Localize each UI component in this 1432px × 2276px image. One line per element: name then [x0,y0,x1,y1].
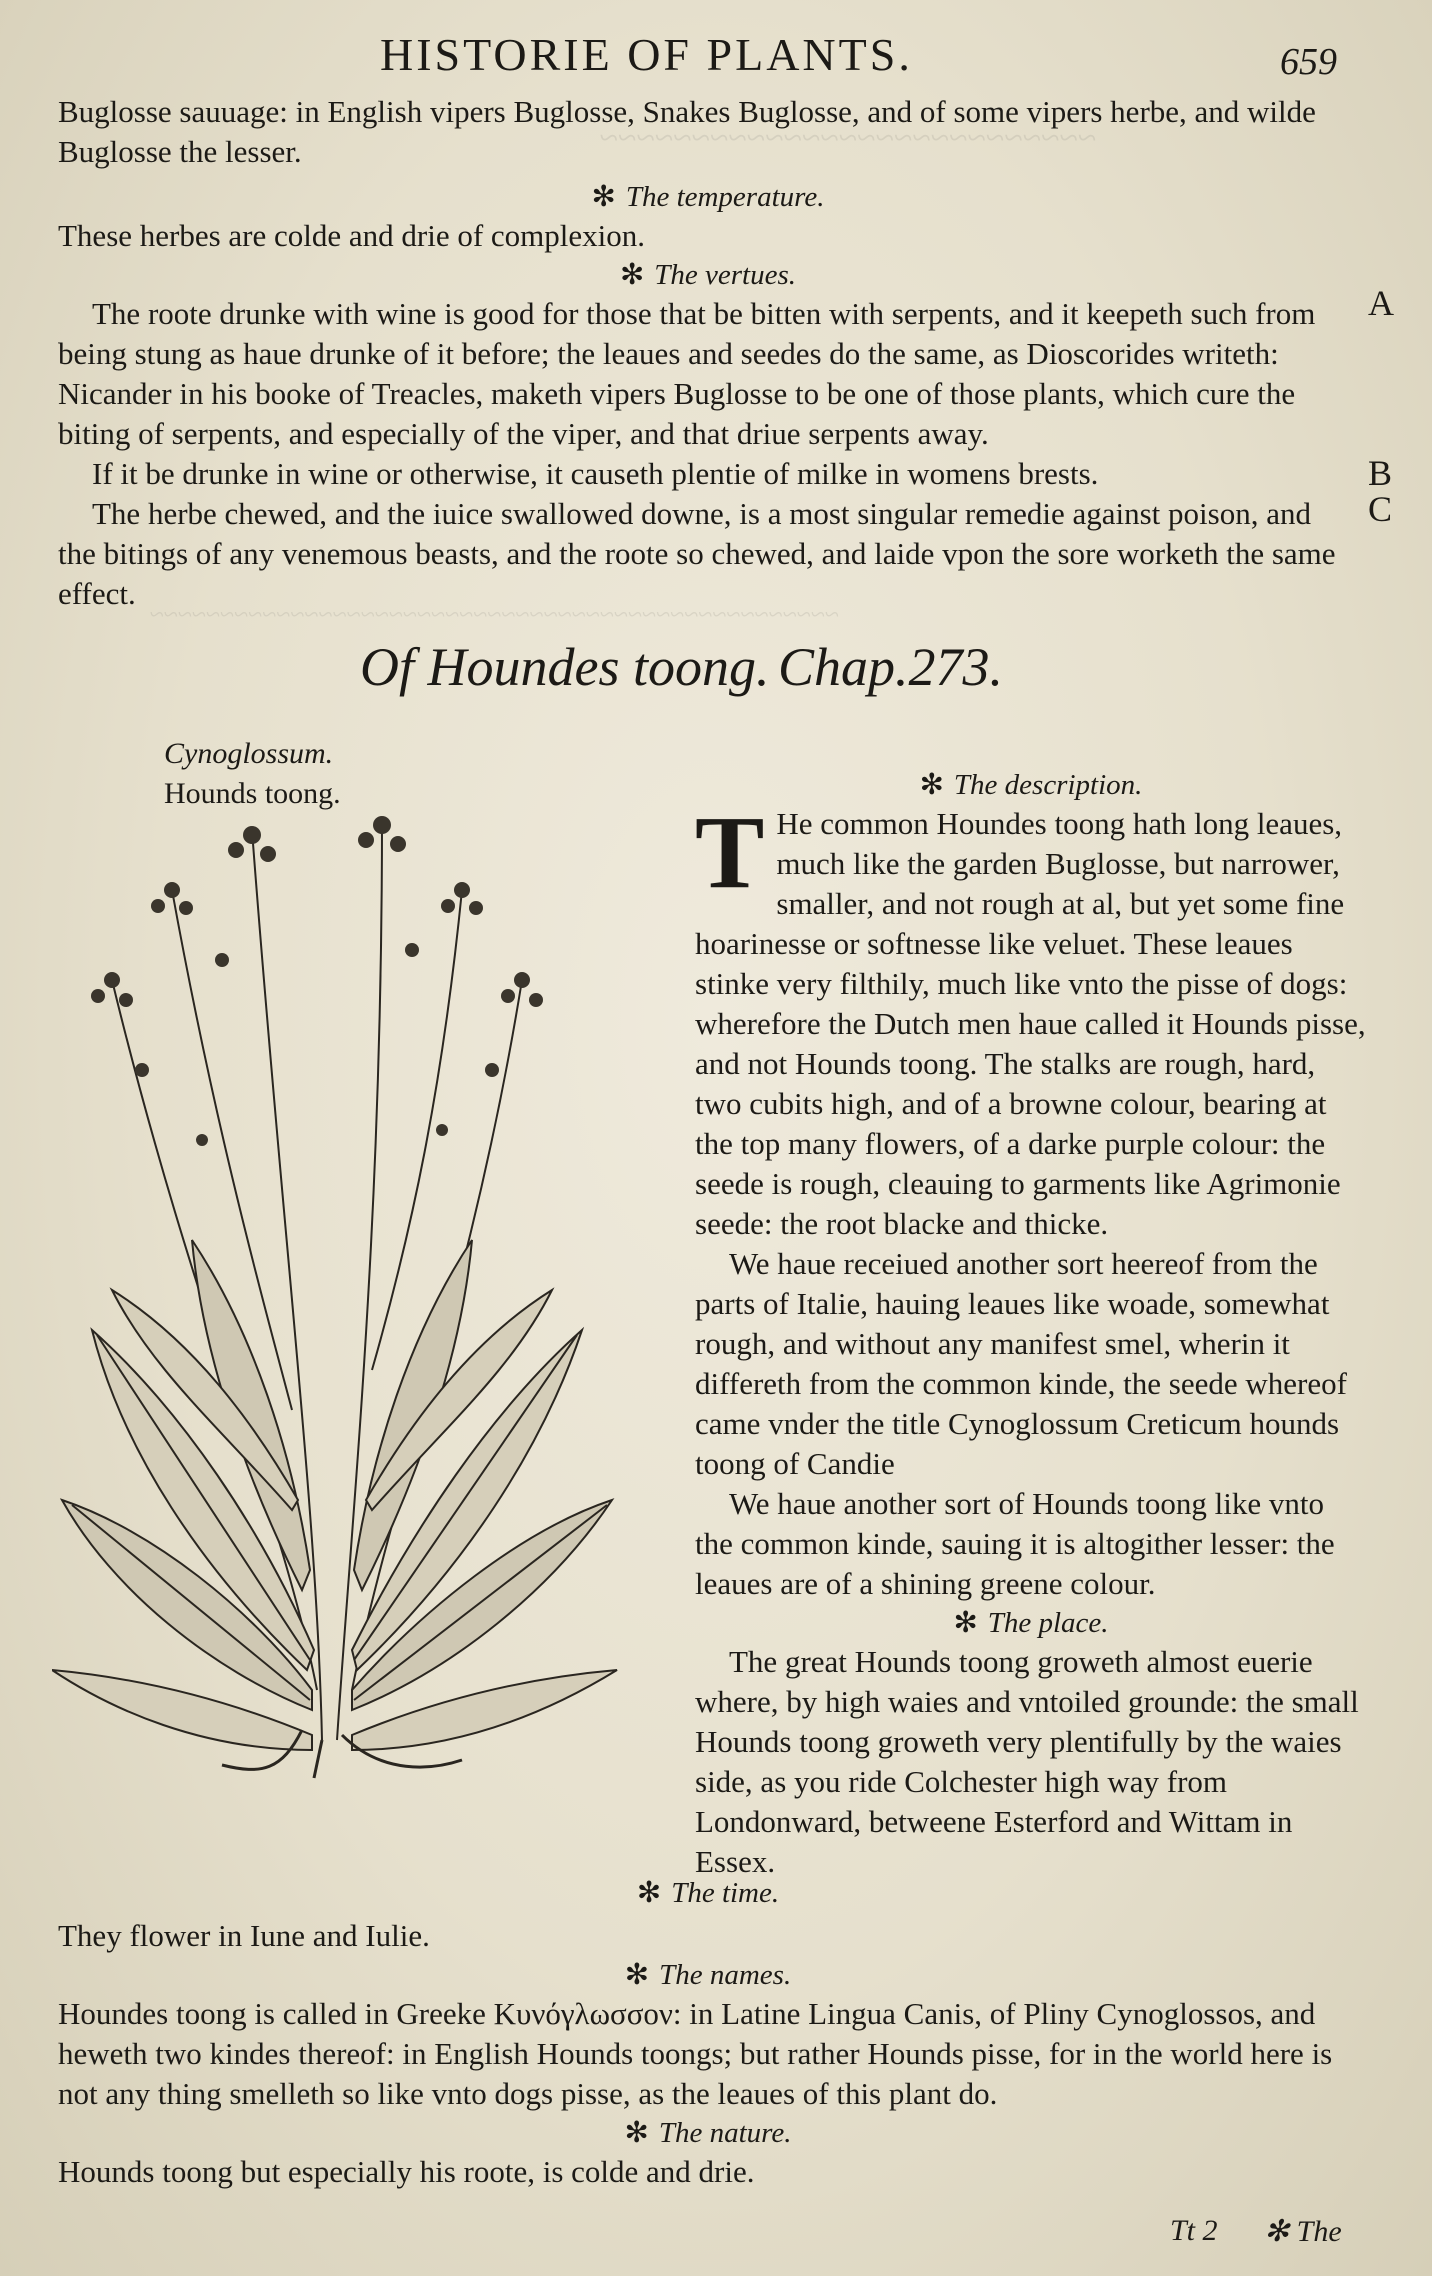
margin-letter-b: B [1368,453,1393,493]
description-column [695,766,1367,1882]
page-number: 659 [1280,41,1337,83]
time-text: They flower in Iune and Iulie. [58,1918,430,1953]
hounds-tongue-woodcut [52,810,622,1780]
asterism-icon: ✻ [1264,2215,1297,2248]
names-continuation: Buglosse sauuage: in English vipers Buglosse, Snakes Buglosse, and of some vipers herbe, and wilde Buglosse the lesser. [58,94,1316,169]
description-paragraph-1: T He common Houndes toong hath long leaues, much like the garden Buglosse, but narrower, smaller, and not rough at al, but yet some fine hoarinesse or softnesse like veluet. These leaues stinke very filthily, much like vnto the pisse of dogs: wherefore the Dutch men haue called it Hounds pisse, and not Hounds toong. The stalks are rough, hard, two cubits high, and of a browne colour, bearing at the top many flowers, of a darke purple colour: the seede is rough, cleauing to garments like Agrimonie seede: the root blacke and thicke. [695,795,1366,1241]
margin-letter-a: A [1368,283,1394,323]
time-heading: ✻ The time. [636,1877,780,1909]
vertues-paragraph-1: The roote drunke with wine is good for those that be bitten with serpents, and it keepeth such from being stung as haue drunke of it before; the leaues and seedes do the same, as Dioscorides writeth: Nicander in his booke of Treacles, maketh vipers Buglosse to be one of those plants, which cure the biting of serpents, and especially of the viper, and that driue serpents away. [58,296,1316,451]
temperature-heading: ✻ The temperature. [591,181,825,213]
nature-heading: ✻ The nature. [624,2117,792,2149]
drop-cap: T [695,795,765,910]
figure-caption [164,734,341,814]
asterism-icon: ✻ [619,259,645,291]
vertues-heading: ✻ The vertues. [619,259,797,291]
description-heading: ✻ The description. [919,769,1143,801]
description-paragraph-2: We haue receiued another sort heereof from the parts of Italie, hauing leaues like woade, somewhat rough, and without any manifest smel, wherin it differeth from the common kinde, the seede whereof came vnder the title Cynoglossum Creticum hounds toong of Candie [695,1246,1347,1481]
names-heading: ✻ The names. [624,1959,792,1991]
asterism-icon: ✻ [624,1959,650,1991]
asterism-icon: ✻ [919,769,944,801]
nature-text: Hounds toong but especially his roote, is colde and drie. [58,2154,755,2189]
figure-english-name: Hounds toong. [164,777,341,810]
chapter-number: Chap.273. [778,637,1004,697]
show-through-text: ~~~~~~~~~~~~~~~~~~~~~~~~~~~~~~~~~~~~~~~~~~~~~~~~~ [150,600,840,629]
asterism-icon: ✻ [624,2117,649,2149]
description-paragraph-3: We haue another sort of Hounds toong like vnto the common kinde, sauing it is altogither lesser: the leaues are of a shining greene colour. [695,1486,1335,1601]
vertues-paragraph-3: The herbe chewed, and the iuice swallowed downe, is a most singular remedie against poison, and the bitings of any venemous beasts, and the roote so chewed, and laide vpon the sore worketh the same effect. [58,496,1336,611]
signature-mark: Tt 2 [1170,2214,1218,2247]
bottom-text-block [58,1874,1358,2192]
figure-latin-name: Cynoglossum. [164,737,334,770]
asterism-icon: ✻ [636,1877,662,1909]
place-heading: ✻ The place. [953,1607,1109,1639]
show-through-text: ~~~~~~~~~~~~~~~~~~~~~~~~~~~ [600,120,1097,157]
running-head: HISTORIE OF PLANTS. [380,29,913,80]
chapter-title: Of Houndes toong. [360,637,770,697]
temperature-text: These herbes are colde and drie of complexion. [58,218,646,253]
margin-letter-c: C [1368,489,1393,529]
names-text: Houndes toong is called in Greeke Κυνόγλωσσον: in Latine Lingua Canis, of Pliny Cynoglossos, and heweth two kindes thereof: in English Hounds toongs; but rather Hounds pisse, for in the world here is not any thing smelleth so like vnto dogs pisse, as the leaues of this plant do. [58,1996,1333,2111]
asterism-icon: ✻ [953,1607,978,1639]
catchword: ✻ The [1264,2215,1342,2248]
top-text-block [58,92,1358,614]
place-text: The great Hounds toong groweth almost euerie where, by high waies and vntoiled grounde: the small Hounds toong groweth very plentifully by the waies side, as you ride Colchester high way from Londonward, betweene Esterford and Wittam in Essex. [695,1644,1359,1879]
asterism-icon: ✻ [591,181,616,213]
vertues-paragraph-2: If it be drunke in wine or otherwise, it causeth plentie of milke in womens brests. [92,456,1099,491]
